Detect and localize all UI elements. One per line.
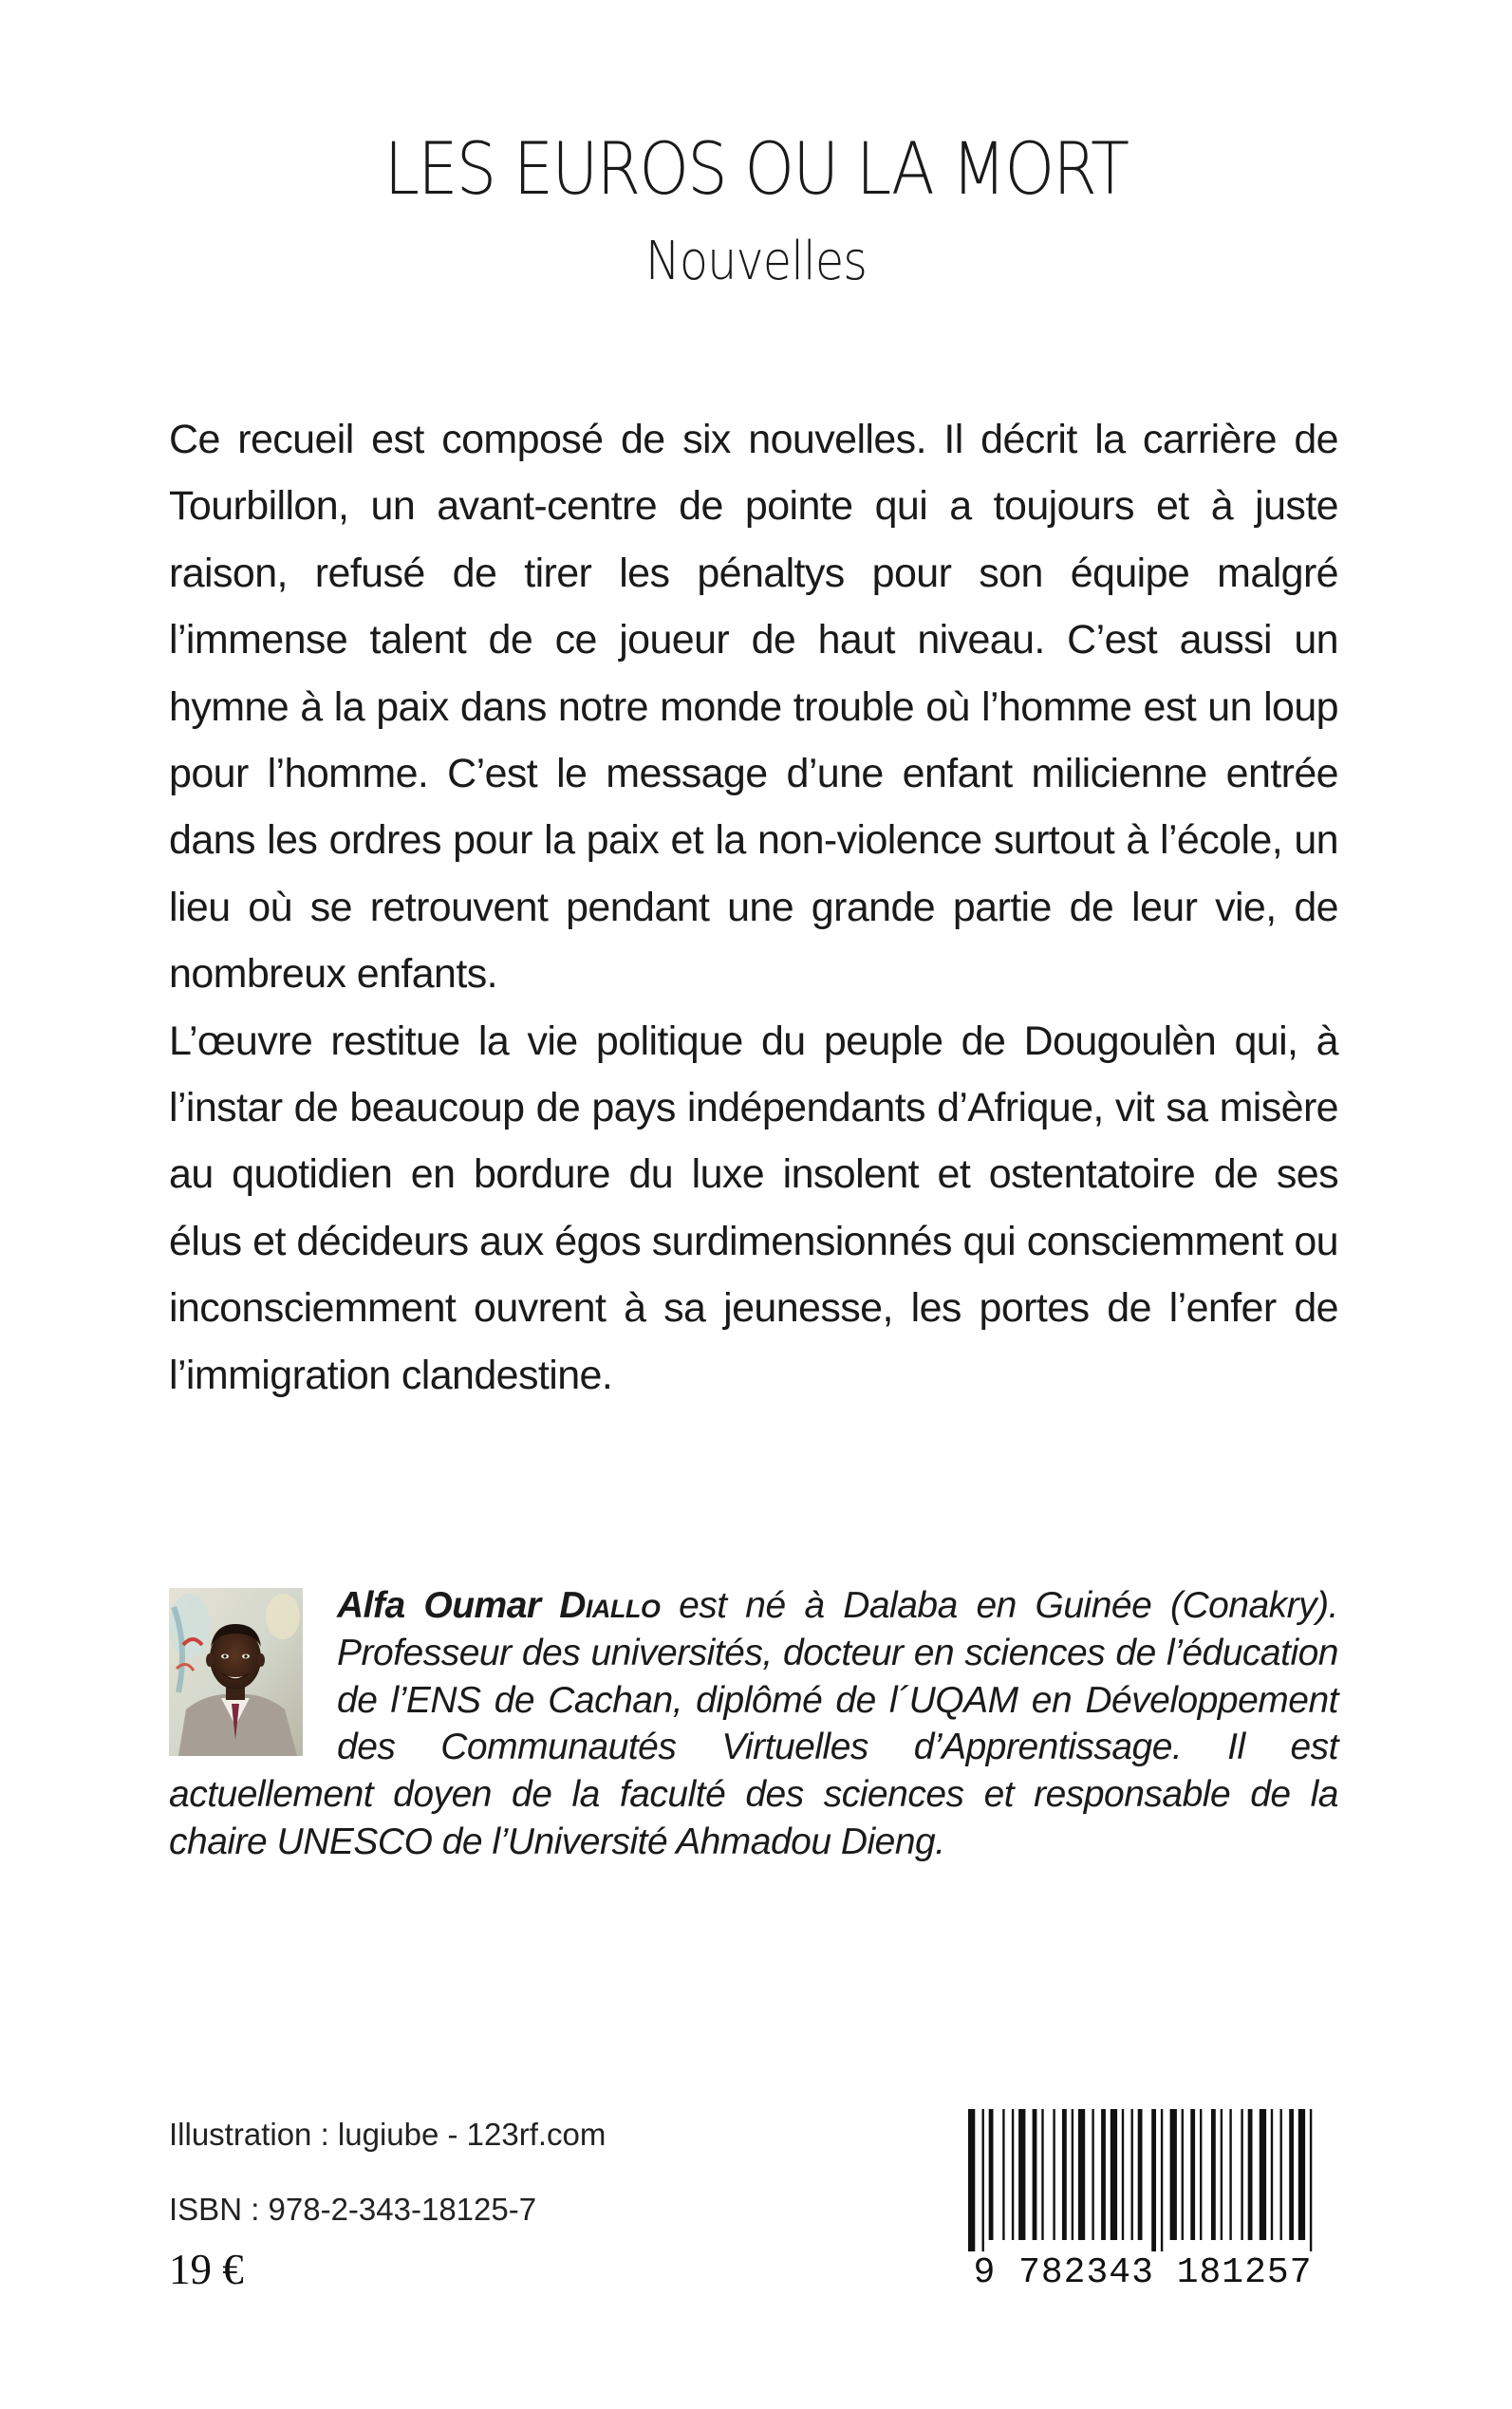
- barcode-bar: [1092, 2109, 1093, 2240]
- barcode-bar: [1072, 2109, 1073, 2240]
- isbn-barcode: [961, 2105, 1325, 2286]
- book-title: LES EUROS OU LA MORT: [383, 126, 1129, 211]
- barcode-bar: [1053, 2109, 1055, 2240]
- author-surname: Diallo: [559, 1585, 661, 1626]
- barcode-bar: [1101, 2109, 1106, 2240]
- book-subtitle: Nouvelles: [644, 231, 868, 292]
- barcode-bar: [1151, 2109, 1156, 2251]
- barcode-bar: [1280, 2109, 1282, 2240]
- barcode-bar: [1041, 2109, 1043, 2240]
- barcode-digits: 9 782343 181257: [973, 2252, 1313, 2286]
- barcode-bar: [982, 2109, 984, 2251]
- author-bio-text: est né à Dalaba en Guinée (Conakry). Professeur des universités, docteur en sciences de l’éducation de l’ENS de Cachan, diplômé de l´UQAM en Développement des Communautés Virtuelles d’Apprentissage. Il est actuellement doyen de la faculté des sciences et responsable de la chaire UNESCO de l’Université Ahmadou Dieng.: [169, 1585, 1338, 1862]
- barcode-bar: [1182, 2109, 1184, 2240]
- barcode-bar: [1229, 2109, 1231, 2240]
- barcode-bar: [1131, 2109, 1133, 2240]
- author-photo: [169, 1588, 303, 1756]
- barcode-bar: [1190, 2109, 1195, 2240]
- barcode-bar: [1310, 2109, 1312, 2251]
- barcode-bar: [1221, 2109, 1223, 2240]
- barcode-bar: [1122, 2109, 1124, 2240]
- barcode-bar: [1260, 2109, 1266, 2240]
- barcode-bar: [1062, 2109, 1067, 2240]
- barcode-bar: [1200, 2109, 1202, 2240]
- barcode-bar: [1111, 2109, 1117, 2240]
- author-portrait-image: [169, 1588, 303, 1756]
- summary-paragraph-1: Ce recueil est composé de six nouvelles. Il décrit la carrière de Tourbillon, un avant-centre de pointe qui a toujours et à juste raison, refusé de tirer les pénaltys pour son équipe malgré l’immense talent de ce joueur de haut niveau. C’est aussi un hymne à la paix dans notre monde trouble où l’homme est un loup pour l’homme. C’est le message d’une enfant milicienne entrée dans les ordres pour la paix et la non-violence surtout à l’école, un lieu où se retrouvent pendant une grande partie de leur vie, de nombreux enfants.: [169, 417, 1338, 998]
- title-block: [0, 126, 1512, 292]
- author-bio: [169, 1582, 1338, 1866]
- barcode-graphic: [961, 2105, 1325, 2286]
- barcode-bar: [1018, 2109, 1025, 2240]
- barcode-bar: [1271, 2109, 1273, 2240]
- author-first-names: Alfa Oumar: [337, 1585, 541, 1626]
- barcode-bar: [1002, 2109, 1004, 2240]
- book-summary: [169, 406, 1338, 1409]
- barcode-bar: [1033, 2109, 1037, 2240]
- barcode-bar: [989, 2109, 994, 2240]
- barcode-bar: [1298, 2109, 1305, 2240]
- summary-paragraph-2: L’œuvre restitue la vie politique du peuple de Dougoulèn qui, à l’instar de beaucoup de pays indépendants d’Afrique, vit sa misère au quotidien en bordure du luxe insolent et ostentatoire de ses élus et décideurs aux égos surdimensionnés qui consciemment ou inconsciemment ouvrent à sa jeunesse, les portes de l’enfer de l’immigration clandestine.: [169, 1018, 1338, 1398]
- price: 19 €: [169, 2246, 244, 2293]
- barcode-bar: [1170, 2109, 1177, 2240]
- author-section: [169, 1582, 1338, 1866]
- barcode-bar: [1211, 2109, 1216, 2240]
- barcode-bar: [968, 2109, 975, 2251]
- barcode-bar: [1012, 2109, 1014, 2240]
- barcode-bar: [1078, 2109, 1085, 2240]
- barcode-bar: [1138, 2109, 1143, 2240]
- barcode-bar: [1289, 2109, 1294, 2240]
- barcode-bar: [1161, 2109, 1163, 2251]
- barcode-bar: [1241, 2109, 1242, 2240]
- barcode-bar: [1248, 2109, 1253, 2240]
- isbn: ISBN : 978-2-343-18125-7: [169, 2192, 537, 2227]
- illustration-credit: Illustration : lugiube - 123rf.com: [169, 2117, 607, 2152]
